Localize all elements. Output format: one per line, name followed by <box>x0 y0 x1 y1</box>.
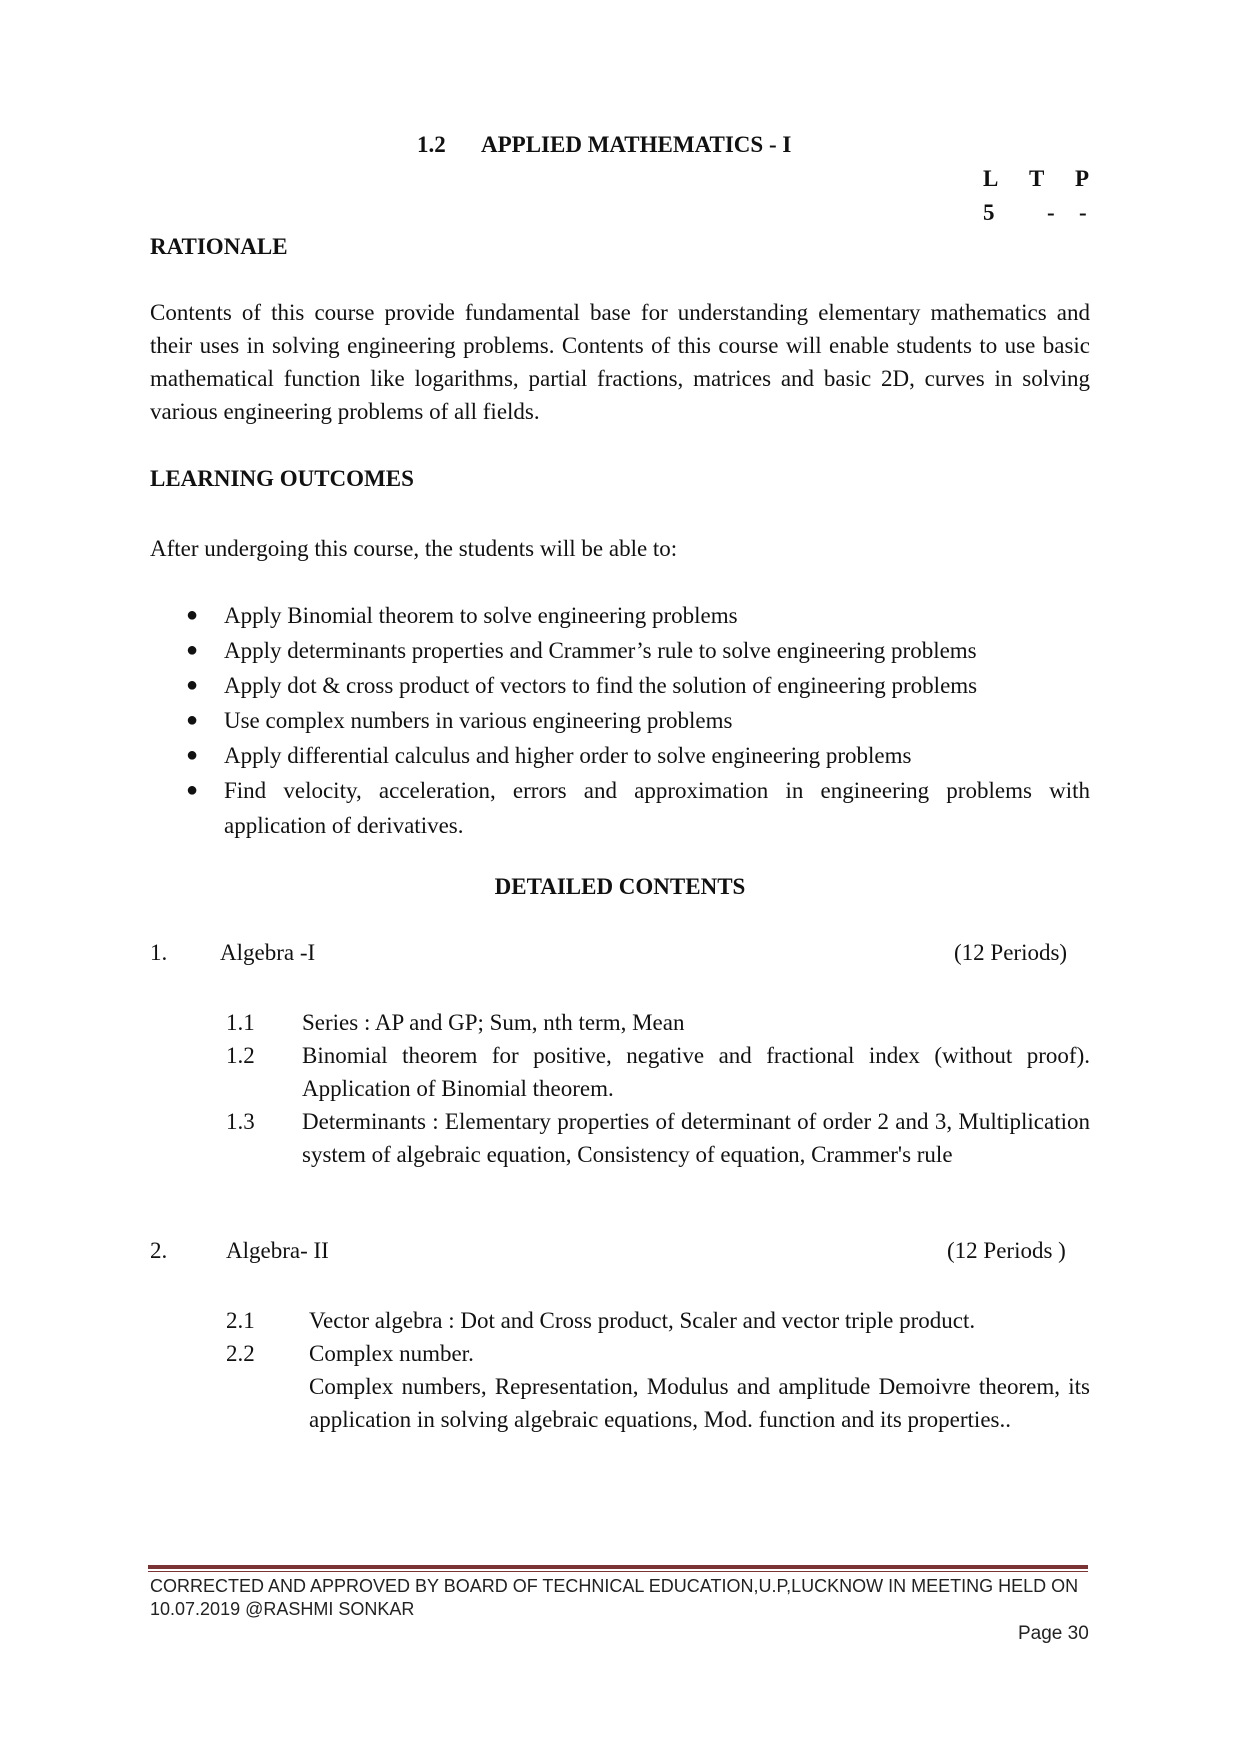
footer-divider-thin <box>148 1571 1088 1572</box>
bullet-icon: ● <box>186 604 199 626</box>
detailed-contents-heading: DETAILED CONTENTS <box>494 874 746 899</box>
ltp-header-t: T <box>1029 166 1045 191</box>
ltp-value-t: - <box>1047 200 1055 225</box>
bullet-icon: ● <box>186 779 199 801</box>
bullet-icon: ● <box>186 674 199 696</box>
bullet-icon: ● <box>186 639 199 661</box>
ltp-header-p: P <box>1075 166 1090 191</box>
unit-title: Algebra- II <box>226 1238 329 1263</box>
ltp-value-p: - <box>1079 200 1087 225</box>
list-item: ● Apply Binomial theorem to solve engineering problems <box>150 598 1090 633</box>
unit-number: 2. <box>150 1238 168 1263</box>
rationale-text: Contents of this course provide fundamental base for understanding elementary mathematics and their uses in solving engineering problems. Contents of this course will enable students to use basic mathematical function like logarithms, partial fractions, matrices and basic 2D, curves in solving various engineering problems of all fields. <box>150 300 1090 424</box>
ltp-value-l: 5 <box>983 200 995 225</box>
course-name: APPLIED MATHEMATICS - I <box>481 132 792 157</box>
unit-periods: (12 Periods ) <box>947 1238 1066 1263</box>
learning-outcomes-intro: After undergoing this course, the students will be able to: <box>150 536 678 561</box>
course-title <box>417 132 791 158</box>
rationale-heading: RATIONALE <box>150 234 288 259</box>
footer-note: CORRECTED AND APPROVED BY BOARD OF TECHNICAL EDUCATION,U.P,LUCKNOW IN MEETING HELD ON 10.07.2019 @RASHMI SONKAR <box>150 1576 1079 1619</box>
course-number: 1.2 <box>417 132 446 157</box>
unit-1-header <box>150 940 1090 970</box>
learning-outcomes-heading: LEARNING OUTCOMES <box>150 466 414 491</box>
subtopic-2-2-detail: Complex numbers, Representation, Modulus and amplitude Demoivre theorem, its application in solving algebraic equations, Mod. function and its properties.. <box>309 1374 1090 1432</box>
ltp-values <box>983 200 1087 226</box>
page-number: Page 30 <box>1018 1623 1089 1644</box>
bullet-icon: ● <box>186 744 199 766</box>
unit-number: 1. <box>150 940 168 965</box>
unit-2-header <box>150 1238 1090 1268</box>
learning-outcomes-list <box>150 598 1090 843</box>
ltp-header-l: L <box>983 166 999 191</box>
ltp-headers <box>983 166 1089 192</box>
list-item: ● Use complex numbers in various engineering problems <box>150 703 1090 738</box>
unit-periods: (12 Periods) <box>954 940 1068 965</box>
subtopic-1-3: 1.3 Determinants : Elementary properties of determinant of order 2 and 3, Multiplication system of algebraic equation, Consistency of equation, Crammer's rule <box>226 1109 1090 1167</box>
list-item: ● Apply differential calculus and higher order to solve engineering problems <box>150 738 1090 773</box>
list-item: ● Find velocity, acceleration, errors and approximation in engineering problems with application of derivatives. <box>150 773 1090 843</box>
unit-title: Algebra -I <box>220 940 316 965</box>
list-item: ● Apply dot & cross product of vectors to find the solution of engineering problems <box>150 668 1090 703</box>
footer-divider <box>148 1565 1088 1569</box>
subtopic-1-1: 1.1 Series : AP and GP; Sum, nth term, Mean <box>226 1010 685 1035</box>
list-item: ● Apply determinants properties and Crammer’s rule to solve engineering problems <box>150 633 1090 668</box>
subtopic-2-1: 2.1 Vector algebra : Dot and Cross product, Scaler and vector triple product. <box>226 1308 976 1333</box>
subtopic-2-2: 2.2 Complex number. <box>226 1341 474 1366</box>
bullet-icon: ● <box>186 709 199 731</box>
subtopic-1-2: 1.2 Binomial theorem for positive, negative and fractional index (without proof). Application of Binomial theorem. <box>226 1043 1090 1101</box>
